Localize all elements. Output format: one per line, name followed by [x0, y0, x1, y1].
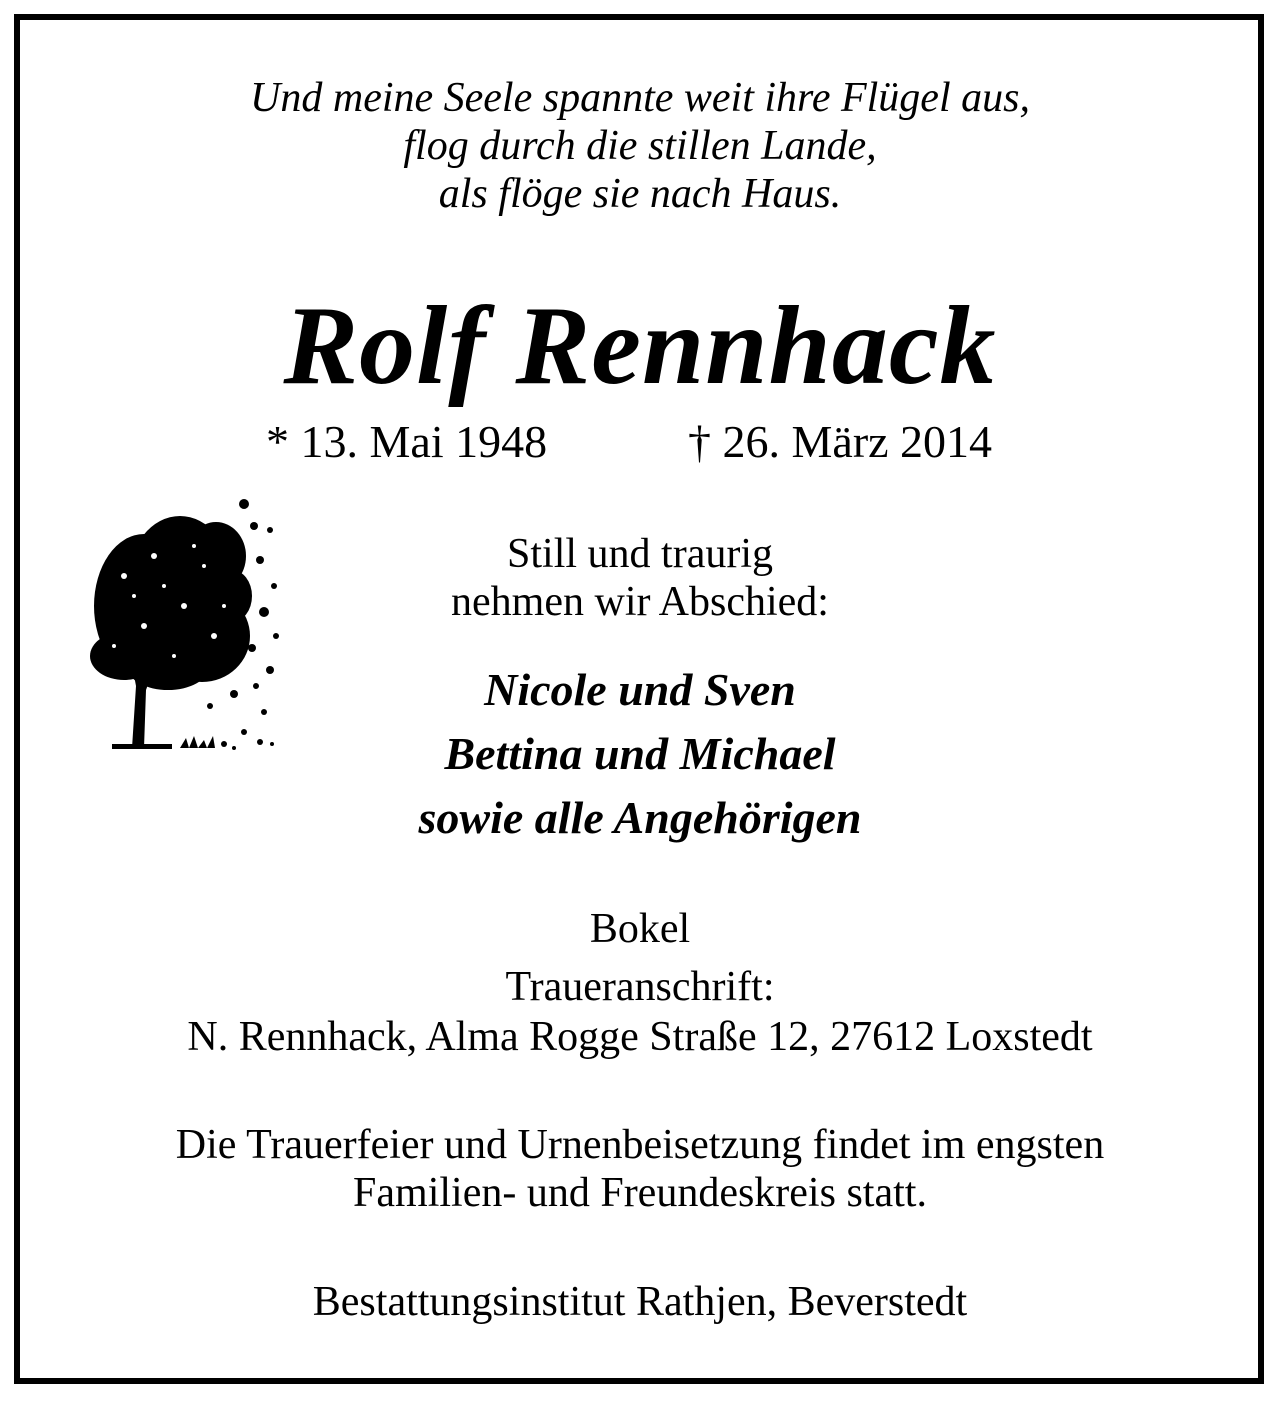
mourner-line-1: Nicole und Sven — [484, 664, 796, 715]
deceased-name: Rolf Rennhack — [283, 284, 997, 408]
ceremony-line-2: Familien- und Freundeskreis statt. — [353, 1170, 927, 1216]
address: N. Rennhack, Alma Rogge Straße 12, 27612 Loxstedt — [187, 1014, 1093, 1060]
mourner-line-3: sowie alle Angehörigen — [418, 792, 862, 843]
place: Bokel — [589, 906, 691, 952]
farewell-line-2: nehmen wir Abschied: — [451, 579, 829, 625]
mourner-line-2: Bettina und Michael — [444, 728, 836, 779]
poem-line-3: als flöge sie nach Haus. — [438, 171, 842, 217]
address-label: Traueranschrift: — [505, 964, 775, 1010]
poem-line-1: Und meine Seele spannte weit ihre Flügel aus, — [250, 75, 1030, 121]
poem-line-2: flog durch die stillen Lande, — [403, 123, 877, 169]
birth-date: * 13. Mai 1948 — [266, 416, 548, 467]
farewell-line-1: Still und traurig — [507, 531, 773, 577]
ceremony-line-1: Die Trauerfeier und Urnenbeisetzung findet im engsten — [175, 1122, 1105, 1168]
death-date: † 26. März 2014 — [688, 416, 993, 467]
funeral-home: Bestattungsinstitut Rathjen, Beverstedt — [312, 1279, 968, 1325]
